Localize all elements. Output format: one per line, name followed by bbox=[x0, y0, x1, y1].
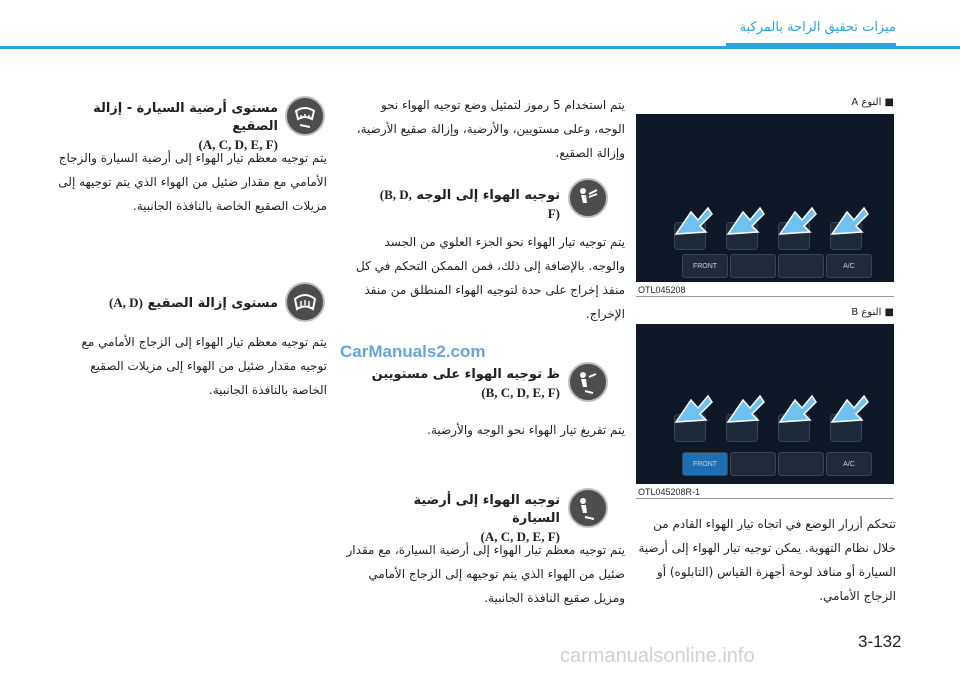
figure-type-a bbox=[636, 114, 894, 282]
type-a-caption-rule bbox=[636, 296, 894, 297]
defrost-codes: (A, D) bbox=[108, 295, 143, 310]
face-mode-codes: (B, D, F) bbox=[379, 187, 560, 221]
type-b-caption: OTL045208R-1 bbox=[638, 487, 701, 497]
type-a-rear-button bbox=[730, 254, 776, 278]
header-accent bbox=[726, 43, 896, 48]
figure-type-b bbox=[636, 324, 894, 484]
intro-paragraph: يتم استخدام 5 رموز لتمثيل وضع توجيه الهواء نحو الوجه، وعلى مستويين، والأرضية، وإزالة صقيع الأرضية، وإزالة الصقيع. bbox=[356, 98, 625, 160]
mode-buttons-desc: تتحكم أزرار الوضع في اتجاه تيار الهواء القادم من خلال نظام التهوية. يمكن توجيه تيار الهواء إلى أرضية السيارة أو منافذ لوحة أجهزة القياس (التابلوه) أو الزجاج الأمامي. bbox=[638, 517, 896, 603]
floor-defrost-desc: يتم توجيه معظم تيار الهواء إلى أرضية السيارة والزجاج الأمامي مع مقدار ضئيل من الهواء الذي يتم توجيهه إلى مزيلات الصقيع الخاصة بالنافذة الجانبية. bbox=[58, 151, 327, 213]
type-a-recirc-button bbox=[778, 254, 824, 278]
type-b-label: ■ النوع B bbox=[851, 307, 894, 318]
type-a-arrows bbox=[636, 194, 894, 254]
floor-mode-heading: توجيه الهواء إلى أرضية السيارة (A, C, D, E, F) bbox=[370, 492, 560, 546]
watermark-carmanuals2: CarManuals2.com bbox=[340, 342, 486, 361]
face-mode-desc: يتم توجيه تيار الهواء نحو الجزء العلوي من الجسد والوجه. بالإضافة إلى ذلك، فمن الممكن التحكم في كل منفذ إخراج على حدة لتوجيه الهواء المنطلق من منفذ الإخراج. bbox=[356, 235, 625, 321]
bilevel-mode-heading: ظ توجيه الهواء على مستويين (B, C, D, E, F) bbox=[371, 367, 560, 400]
bilevel-mode-codes: (B, C, D, E, F) bbox=[481, 385, 560, 400]
type-b-ac-button: A/C bbox=[826, 452, 872, 476]
type-b-rear-button bbox=[730, 452, 776, 476]
type-a-label: ■ النوع A bbox=[851, 97, 894, 108]
defrost-desc: يتم توجيه معظم تيار الهواء إلى الزجاج الأمامي مع توجيه مقدار ضئيل من الهواء إلى مزيلات الصقيع الخاصة بالنافذة الجانبية. bbox=[81, 335, 327, 397]
type-a-ac-button: A/C bbox=[826, 254, 872, 278]
type-b-recirc-button bbox=[778, 452, 824, 476]
type-b-arrows bbox=[636, 382, 894, 442]
bilevel-mode-desc: يتم تفريغ تيار الهواء نحو الوجه والأرضية. bbox=[427, 423, 625, 437]
type-b-front-button: FRONT bbox=[682, 452, 728, 476]
floor-mode-desc: يتم توجيه معظم تيار الهواء إلى أرضية السيارة، مع مقدار ضئيل من الهواء الذي يتم توجيهه إلى الزجاج الأمامي ومزيل صقيع النافذة الجانبية. bbox=[346, 543, 625, 605]
floor-mode-codes: (A, C, D, E, F) bbox=[480, 529, 560, 544]
floor-mode-icon bbox=[568, 488, 608, 528]
type-a-front-button: FRONT bbox=[682, 254, 728, 278]
bilevel-mode-icon bbox=[568, 362, 608, 402]
face-mode-icon bbox=[568, 178, 608, 218]
floor-defrost-mode-icon bbox=[285, 96, 325, 136]
floor-defrost-codes: (A, C, D, E, F) bbox=[198, 137, 278, 152]
floor-defrost-heading: مستوى أرضية السيارة - إزالة الصقيع (A, C, D, E, F) bbox=[60, 100, 278, 154]
face-mode-heading: توجيه الهواء إلى الوجه (B, D, F) bbox=[379, 187, 560, 221]
type-a-caption: OTL045208 bbox=[638, 285, 686, 295]
defrost-mode-icon bbox=[285, 282, 325, 322]
watermark-carmanualsonline: carmanualsonline.info bbox=[560, 645, 755, 667]
defrost-heading: مستوى إزالة الصقيع (A, D) bbox=[108, 295, 278, 311]
type-b-caption-rule bbox=[636, 498, 894, 499]
page-number: 3-132 bbox=[858, 632, 902, 651]
chapter-title: ميزات تحقيق الراحة بالمركبة bbox=[739, 20, 896, 35]
